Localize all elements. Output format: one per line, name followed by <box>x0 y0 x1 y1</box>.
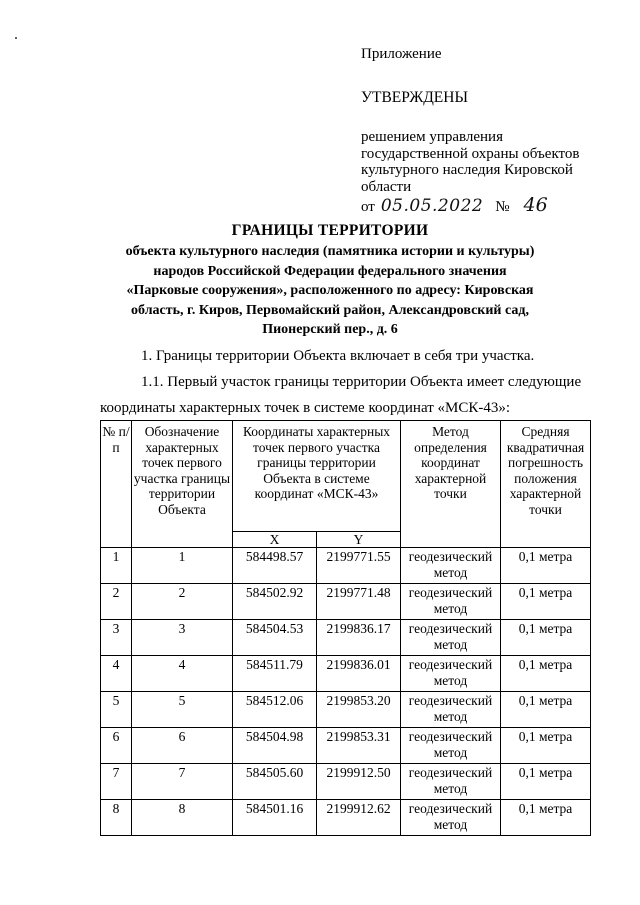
table-row <box>101 584 591 620</box>
table-row <box>101 764 591 800</box>
title-line: область, г. Киров, Первомайский район, Александровский сад, <box>131 302 529 318</box>
title-subtitle <box>80 242 580 340</box>
row-number-cell: 8 <box>101 800 132 836</box>
point-designation-cell: 4 <box>132 656 233 692</box>
method-cell: геодезический метод <box>401 584 501 620</box>
x-coordinate-cell: 584505.60 <box>233 764 317 800</box>
table-row <box>101 692 591 728</box>
y-coordinate-cell: 2199912.62 <box>317 800 401 836</box>
title-line: «Парковые сооружения», расположенного по адресу: Кировская <box>126 283 534 298</box>
y-coordinate-cell: 2199836.01 <box>317 656 401 692</box>
x-coordinate-cell: 584511.79 <box>233 656 317 692</box>
error-cell: 0,1 метра <box>501 800 591 836</box>
error-cell: 0,1 метра <box>501 548 591 584</box>
row-number-cell: 6 <box>101 728 132 764</box>
table-row <box>101 656 591 692</box>
point-designation-cell: 8 <box>132 800 233 836</box>
method-cell: геодезический метод <box>401 728 501 764</box>
scan-speck <box>15 37 17 39</box>
method-cell: геодезический метод <box>401 800 501 836</box>
x-coordinate-cell: 584501.16 <box>233 800 317 836</box>
error-cell: 0,1 метра <box>501 584 591 620</box>
table-row <box>101 728 591 764</box>
x-coordinate-cell: 584504.98 <box>233 728 317 764</box>
row-number-cell: 5 <box>101 692 132 728</box>
approval-block <box>361 46 611 216</box>
title-heading: ГРАНИЦЫ ТЕРРИТОРИИ <box>231 222 429 239</box>
error-cell: 0,1 метра <box>501 692 591 728</box>
row-number-cell: 4 <box>101 656 132 692</box>
row-number-cell: 2 <box>101 584 132 620</box>
decision-text: решением управления государственной охраны объектов культурного наследия Кировской области <box>361 129 580 195</box>
y-coordinate-cell: 2199853.31 <box>317 728 401 764</box>
error-cell: 0,1 метра <box>501 728 591 764</box>
x-coordinate-cell: 584504.53 <box>233 620 317 656</box>
title-line: объекта культурного наследия (памятника истории и культуры) <box>125 244 535 259</box>
x-coordinate-cell: 584502.92 <box>233 584 317 620</box>
handwritten-date: 05.05.2022 <box>380 196 484 216</box>
method-cell: геодезический метод <box>401 692 501 728</box>
row-number-cell: 1 <box>101 548 132 584</box>
y-coordinate-cell: 2199912.50 <box>317 764 401 800</box>
paragraph-plots: 1. Границы территории Объекта включает в себя три участка. <box>141 348 535 364</box>
approved-label: УТВЕРЖДЕНЫ <box>361 88 468 106</box>
header-num: № п/п <box>101 421 132 548</box>
method-cell: геодезический метод <box>401 620 501 656</box>
coordinates-table <box>100 420 591 836</box>
row-number-cell: 3 <box>101 620 132 656</box>
paragraph-first-plot: 1.1. Первый участок границы территории Объекта имеет следующие <box>141 374 582 390</box>
error-cell: 0,1 метра <box>501 620 591 656</box>
method-cell: геодезический метод <box>401 764 501 800</box>
x-coordinate-cell: 584498.57 <box>233 548 317 584</box>
point-designation-cell: 7 <box>132 764 233 800</box>
document-title <box>80 222 580 340</box>
error-cell: 0,1 метра <box>501 656 591 692</box>
number-sign: № <box>495 199 510 215</box>
header-method: Метод определения координат характерной точки <box>401 421 501 548</box>
header-coordinates: Координаты характерных точек первого участка границы территории Объекта в системе координат «МСК-43» <box>233 421 401 532</box>
row-number-cell: 7 <box>101 764 132 800</box>
method-cell: геодезический метод <box>401 656 501 692</box>
date-prefix: от <box>361 199 375 215</box>
title-line: народов Российской Федерации федерального значения <box>153 263 507 279</box>
title-line: Пионерский пер., д. 6 <box>262 322 398 337</box>
point-designation-cell: 2 <box>132 584 233 620</box>
table-row <box>101 800 591 836</box>
y-coordinate-cell: 2199853.20 <box>317 692 401 728</box>
point-designation-cell: 1 <box>132 548 233 584</box>
table-row <box>101 548 591 584</box>
point-designation-cell: 5 <box>132 692 233 728</box>
decision-date-line <box>361 194 611 216</box>
error-cell: 0,1 метра <box>501 764 591 800</box>
appendix-label: Приложение <box>361 46 442 62</box>
y-coordinate-cell: 2199771.55 <box>317 548 401 584</box>
handwritten-number: 46 <box>523 194 548 216</box>
header-error: Средняя квадратичная погрешность положения характерной точки <box>501 421 591 548</box>
header-designation: Обозначение характерных точек первого участка границы территории Объекта <box>132 421 233 548</box>
y-coordinate-cell: 2199836.17 <box>317 620 401 656</box>
point-designation-cell: 3 <box>132 620 233 656</box>
paragraph-first-plot-cont: координаты характерных точек в системе координат «МСК-43»: <box>100 400 511 416</box>
header-x: X <box>233 532 317 548</box>
header-y: Y <box>317 532 401 548</box>
table-row <box>101 620 591 656</box>
x-coordinate-cell: 584512.06 <box>233 692 317 728</box>
y-coordinate-cell: 2199771.48 <box>317 584 401 620</box>
method-cell: геодезический метод <box>401 548 501 584</box>
point-designation-cell: 6 <box>132 728 233 764</box>
